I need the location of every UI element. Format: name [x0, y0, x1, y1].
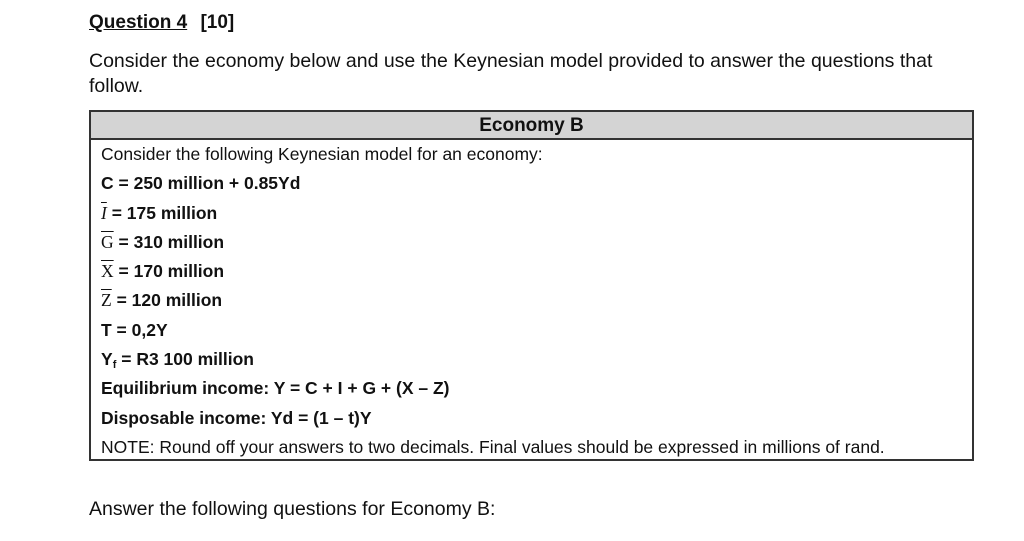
economy-box-body: [91, 140, 972, 462]
consumption-equation: C = 250 million + 0.85Yd: [101, 173, 301, 194]
question-marks: [10]: [200, 12, 235, 33]
government-value: = 310 million: [118, 231, 225, 252]
investment-value: = 175 million: [111, 202, 218, 223]
economy-box-title: Economy B: [91, 112, 972, 140]
exports-symbol: $\overline{X}$: [101, 261, 114, 282]
exports-value: = 170 million: [118, 261, 225, 282]
full-employment-subscript: f: [112, 359, 117, 372]
full-employment-equation: [101, 345, 972, 374]
government-equation: [101, 228, 972, 257]
imports-symbol: $\overline{Z}$: [101, 290, 112, 311]
full-employment-value: = R3 100 million: [121, 349, 254, 370]
economy-box: [89, 110, 974, 461]
question-intro: Consider the economy below and use the Keynesian model provided to answer the questions that follow.: [89, 50, 933, 97]
imports-equation: [101, 286, 972, 315]
exports-equation: [101, 257, 972, 286]
question-heading: [89, 12, 234, 34]
investment-equation: [101, 199, 972, 228]
equilibrium-income: Equilibrium income: Y = C + I + G + (X – Z): [101, 378, 450, 399]
full-employment-symbol: Y: [101, 349, 113, 370]
imports-value: = 120 million: [116, 290, 223, 311]
answer-intro: Answer the following questions for Economy B:: [89, 498, 496, 520]
government-symbol: $\overline{G}$: [101, 231, 114, 252]
tax-equation: T = 0,2Y: [101, 319, 168, 340]
rounding-note: NOTE: Round off your answers to two decimals. Final values should be expressed in millions of rand.: [101, 436, 885, 457]
model-intro: Consider the following Keynesian model for an economy:: [101, 144, 543, 164]
disposable-income: Disposable income: Yd = (1 – t)Y: [101, 407, 372, 428]
question-title: Question 4: [89, 12, 188, 33]
investment-symbol: $\overline{I}$: [101, 202, 107, 223]
